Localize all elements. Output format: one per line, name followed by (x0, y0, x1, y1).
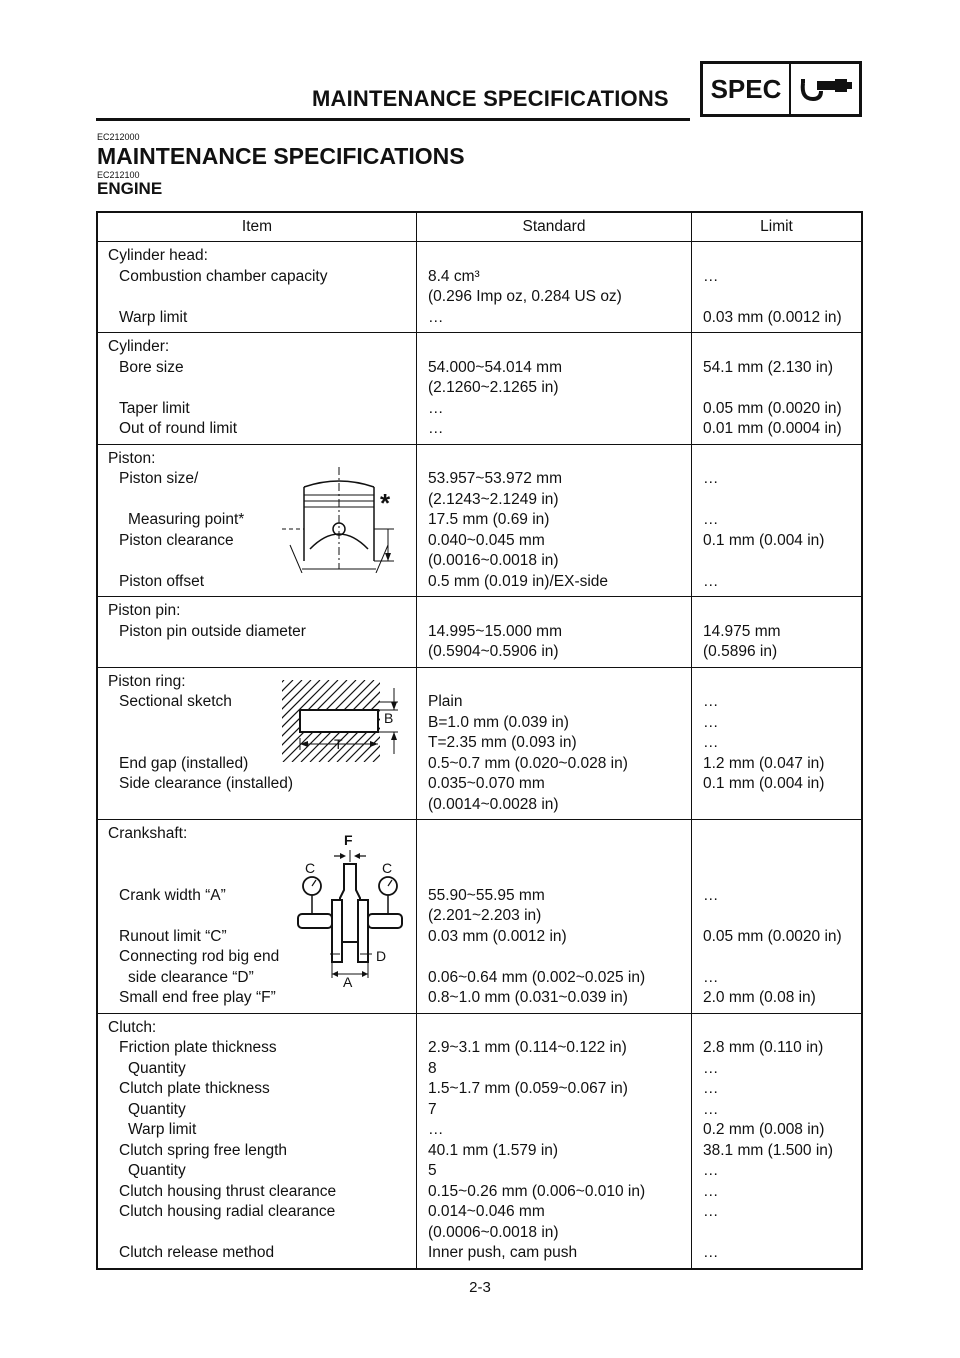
limit-value (692, 906, 861, 927)
item-label: Warp limit (128, 1121, 197, 1138)
limit-value: … (703, 886, 719, 904)
table-group-row (97, 667, 862, 820)
item-label: Clutch release method (119, 1244, 275, 1261)
standard-value: (0.0006~0.0018 in) (428, 1223, 559, 1241)
standard-value: 55.90~55.95 mm (428, 886, 545, 904)
limit-value: 0.1 mm (0.004 in) (703, 775, 825, 792)
header-title: MAINTENANCE SPECIFICATIONS (312, 86, 669, 111)
table-header-row (97, 212, 862, 242)
standard-cell (417, 667, 692, 820)
standard-value: 0.035~0.070 mm (428, 775, 545, 792)
limit-value (692, 947, 861, 968)
item-label: Friction plate thickness (119, 1039, 277, 1056)
item-label: Quantity (128, 1059, 186, 1077)
limit-value: 54.1 mm (2.130 in) (703, 358, 834, 376)
group-title: Clutch: (108, 1018, 157, 1036)
limit-value: 0.03 mm (0.0012 in) (703, 308, 842, 326)
item-label (98, 795, 416, 816)
column-header-limit: Limit (692, 212, 863, 242)
limit-value: 2.0 mm (0.08 in) (703, 989, 816, 1006)
standard-value: B=1.0 mm (0.039 in) (428, 713, 569, 731)
spacer (417, 824, 691, 845)
table-group-row (97, 1013, 862, 1269)
standard-value: … (428, 1121, 444, 1138)
column-header-item: Item (97, 212, 417, 242)
item-label: Piston size/ (119, 470, 199, 487)
table-group-row (97, 820, 862, 1014)
section-code: EC212000 (97, 132, 140, 142)
crank-d-label: D (376, 948, 387, 964)
column-header-standard: Standard (417, 212, 692, 242)
limit-cell (692, 242, 863, 333)
spacer (692, 601, 861, 622)
item-label: Small end free play “F” (119, 989, 276, 1006)
crank-f-label: F (344, 832, 353, 848)
limit-value (692, 865, 861, 886)
limit-value (692, 795, 861, 816)
standard-cell (417, 333, 692, 445)
item-label: Quantity (128, 1100, 186, 1118)
limit-value (692, 845, 861, 866)
standard-value: Plain (428, 693, 463, 710)
standard-value (417, 865, 691, 886)
limit-value: 0.05 mm (0.0020 in) (703, 927, 842, 945)
standard-value: Inner push, cam push (428, 1244, 578, 1261)
item-label: Connecting rod big end (119, 948, 280, 965)
spec-badge-label: SPEC (703, 64, 791, 114)
item-label: Piston pin outside diameter (119, 622, 306, 640)
standard-value: … (428, 308, 444, 326)
item-label: Piston clearance (119, 531, 234, 549)
spacer (417, 601, 691, 622)
limit-value: … (703, 1244, 719, 1261)
standard-value: 0.03 mm (0.0012 in) (428, 927, 567, 945)
group-title: Cylinder: (108, 338, 170, 355)
limit-value: 1.2 mm (0.047 in) (703, 754, 825, 772)
group-title: Piston ring: (108, 672, 186, 690)
standard-value: (2.1260~2.1265 in) (428, 379, 559, 396)
limit-value: … (703, 1059, 719, 1077)
standard-value: 1.5~1.7 mm (0.059~0.067 in) (428, 1080, 628, 1097)
section-title: ENGINE (97, 179, 163, 198)
limit-value: … (703, 1203, 719, 1220)
spacer (692, 1018, 861, 1039)
standard-value: … (428, 420, 444, 437)
group-title: Crankshaft: (108, 825, 188, 842)
limit-value: … (703, 572, 719, 590)
item-label: Piston offset (119, 572, 205, 590)
spacer (692, 824, 861, 845)
standard-cell (417, 820, 692, 1014)
limit-value: 0.01 mm (0.0004 in) (703, 420, 842, 437)
item-label: Bore size (119, 358, 184, 376)
limit-cell (692, 820, 863, 1014)
limit-value: … (703, 1182, 719, 1200)
limit-value: 38.1 mm (1.500 in) (703, 1141, 834, 1159)
limit-value (692, 490, 861, 511)
standard-value: (0.5904~0.5906 in) (428, 643, 559, 660)
spacer (692, 449, 861, 470)
standard-value: 53.957~53.972 mm (428, 470, 562, 487)
limit-value: … (703, 1080, 719, 1097)
spec-table (96, 211, 863, 1270)
item-label: Out of round limit (119, 420, 238, 437)
limit-value: … (703, 1100, 719, 1118)
item-label: Quantity (128, 1162, 186, 1179)
item-label: side clearance “D” (128, 968, 254, 986)
item-label: Clutch spring free length (119, 1141, 288, 1159)
limit-value (692, 551, 861, 572)
limit-value: … (703, 734, 719, 751)
ring-b-label: B (384, 709, 394, 726)
standard-value: 0.040~0.045 mm (428, 531, 545, 549)
spacer (692, 246, 861, 267)
table-group-row (97, 242, 862, 333)
standard-value: (0.0016~0.0018 in) (428, 552, 559, 569)
limit-value: … (703, 511, 719, 528)
standard-value: … (428, 399, 444, 417)
crank-c-right-label: C (382, 860, 393, 876)
standard-value: (0.296 Imp oz, 0.284 US oz) (428, 288, 622, 305)
limit-value: … (703, 693, 719, 710)
standard-value: (2.1243~2.1249 in) (428, 490, 559, 508)
limit-value: … (703, 1162, 719, 1179)
table-group-row (97, 333, 862, 445)
standard-value: 0.15~0.26 mm (0.006~0.010 in) (428, 1182, 646, 1200)
limit-value: … (703, 713, 719, 731)
standard-value: 54.000~54.014 mm (428, 358, 562, 376)
ring-t-label: T (334, 735, 343, 752)
item-label: Measuring point* (128, 511, 245, 528)
page-number: 2-3 (469, 1279, 491, 1296)
spacer (692, 672, 861, 693)
limit-value (692, 378, 861, 399)
standard-value: 40.1 mm (1.579 in) (428, 1141, 559, 1159)
group-title: Piston pin: (108, 602, 181, 619)
spacer (417, 1018, 691, 1039)
standard-value: 8 (428, 1059, 437, 1077)
header-rule (96, 118, 690, 121)
piston-measuring-diagram-icon (282, 461, 398, 580)
standard-value: 0.06~0.64 mm (0.002~0.025 in) (428, 968, 646, 986)
standard-value: 14.995~15.000 mm (428, 622, 562, 640)
table-group-row (97, 444, 862, 597)
limit-value: 2.8 mm (0.110 in) (703, 1039, 824, 1056)
limit-value (692, 287, 861, 308)
standard-value: (0.0014~0.0028 in) (428, 795, 559, 813)
spacer (417, 246, 691, 267)
spacer (692, 337, 861, 358)
item-cell (97, 444, 417, 597)
group-title: Piston: (108, 449, 156, 467)
item-cell (97, 1013, 417, 1269)
item-label: Sectional sketch (119, 693, 232, 710)
limit-value: 0.05 mm (0.0020 in) (703, 399, 842, 417)
item-label: Crank width “A” (119, 886, 226, 904)
standard-value (417, 947, 691, 968)
limit-cell (692, 1013, 863, 1269)
standard-value: 8.4 cm³ (428, 267, 480, 285)
standard-value: 0.8~1.0 mm (0.031~0.039 in) (428, 989, 628, 1006)
item-label (98, 378, 416, 399)
limit-value: … (703, 267, 719, 285)
item-label (98, 1223, 416, 1244)
group-title: Cylinder head: (108, 247, 208, 264)
item-label (98, 642, 416, 663)
standard-cell (417, 1013, 692, 1269)
item-label: Clutch plate thickness (119, 1080, 270, 1097)
table-group-row (97, 597, 862, 668)
item-label: Clutch housing radial clearance (119, 1203, 336, 1220)
limit-value: … (703, 968, 719, 986)
item-label: Combustion chamber capacity (119, 267, 328, 285)
item-cell (97, 242, 417, 333)
limit-value (692, 1223, 861, 1244)
item-cell (97, 333, 417, 445)
limit-value: (0.5896 in) (703, 643, 778, 660)
item-label: Warp limit (119, 308, 188, 326)
standard-value: 5 (428, 1162, 437, 1179)
spacer (417, 337, 691, 358)
item-cell (97, 597, 417, 668)
standard-cell (417, 242, 692, 333)
standard-value: 0.5 mm (0.019 in)/EX-side (428, 572, 609, 590)
crank-a-label: A (343, 974, 353, 990)
spacer (417, 672, 691, 693)
standard-value (417, 845, 691, 866)
limit-cell (692, 597, 863, 668)
standard-value: (2.201~2.203 in) (428, 907, 542, 924)
item-cell (97, 667, 417, 820)
item-label: Runout limit “C” (119, 927, 227, 945)
standard-value: 7 (428, 1100, 437, 1118)
limit-value: 0.2 mm (0.008 in) (703, 1121, 825, 1138)
standard-value: 0.5~0.7 mm (0.020~0.028 in) (428, 754, 628, 772)
limit-cell (692, 667, 863, 820)
limit-value: … (703, 470, 719, 487)
limit-value: 14.975 mm (703, 622, 781, 640)
micrometer-icon (791, 64, 859, 114)
standard-cell (417, 444, 692, 597)
standard-value: 2.9~3.1 mm (0.114~0.122 in) (428, 1039, 627, 1056)
spacer (417, 449, 691, 470)
item-label: Clutch housing thrust clearance (119, 1182, 337, 1200)
crankshaft-measurement-diagram-icon (294, 830, 406, 997)
item-label: Side clearance (installed) (119, 775, 294, 792)
item-label (98, 287, 416, 308)
crank-c-left-label: C (305, 860, 316, 876)
item-cell (97, 820, 417, 1014)
spec-badge (700, 61, 862, 117)
item-label: Taper limit (119, 399, 190, 417)
limit-cell (692, 333, 863, 445)
item-label: End gap (installed) (119, 754, 249, 772)
piston-mark-label: * (380, 487, 391, 518)
standard-value: 17.5 mm (0.69 in) (428, 511, 550, 528)
standard-cell (417, 597, 692, 668)
page-title: MAINTENANCE SPECIFICATIONS (97, 143, 465, 169)
subsection-code: EC212100 (97, 170, 140, 180)
limit-cell (692, 444, 863, 597)
piston-ring-section-diagram-icon (282, 680, 402, 773)
limit-value: 0.1 mm (0.004 in) (703, 531, 825, 549)
standard-value: 0.014~0.046 mm (428, 1203, 545, 1220)
standard-value: T=2.35 mm (0.093 in) (428, 734, 577, 751)
